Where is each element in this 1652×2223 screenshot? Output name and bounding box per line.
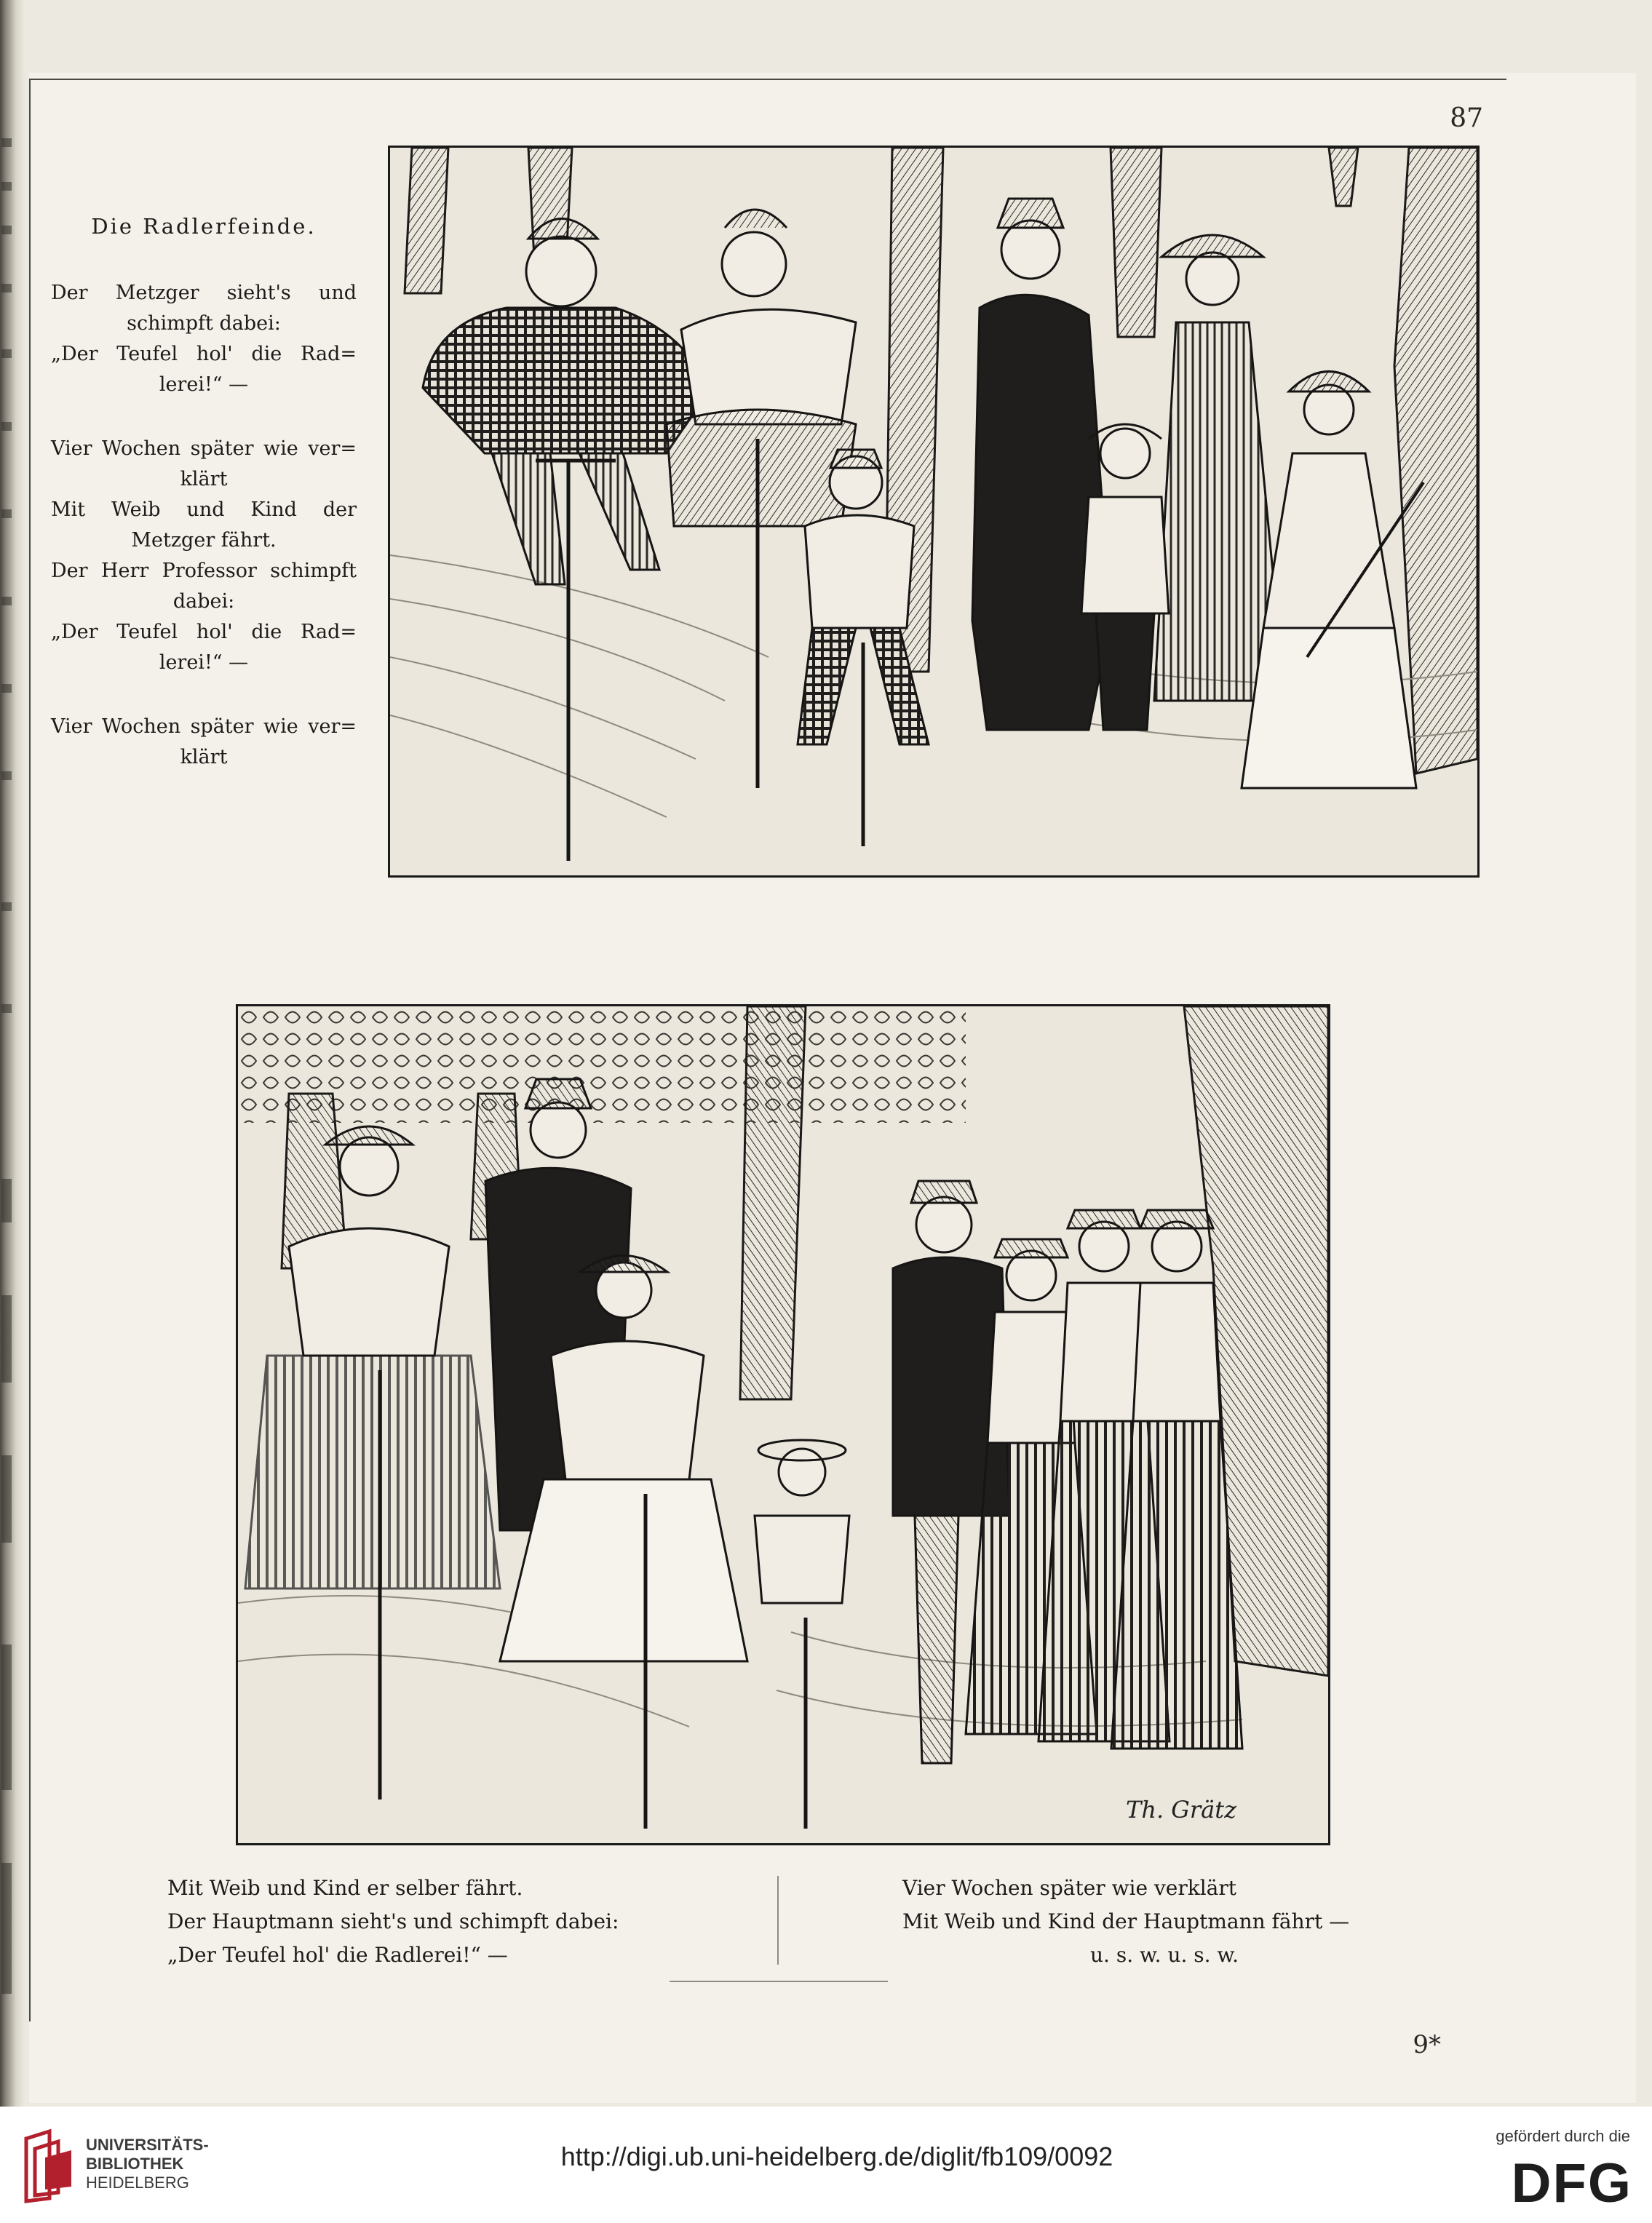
library-name-line: HEIDELBERG: [86, 2174, 189, 2192]
poem-column: [51, 211, 357, 806]
signature-mark: 9*: [1413, 2030, 1441, 2059]
poem-line: Vier Wochen später wie ver=: [51, 437, 357, 460]
poem-stanza-2: [51, 434, 357, 678]
verse-line: Mit Weib und Kind der Hauptmann fährt —: [902, 1909, 1350, 1933]
poem-line: Vier Wochen später wie ver=: [51, 715, 357, 738]
poem-line: schimpft dabei:: [127, 312, 281, 335]
verse-line: Der Hauptmann sieht's und schimpft dabei:: [167, 1909, 619, 1933]
poem-stanza-1: [51, 278, 357, 400]
poem-line: Der Herr Professor schimpft: [51, 560, 357, 582]
bottom-rule: [670, 1981, 888, 1982]
illustration-top: [388, 146, 1480, 878]
verse-line: u. s. w. u. s. w.: [1090, 1943, 1239, 1967]
margin-rule: [29, 79, 31, 2021]
illustration-bottom: [236, 1004, 1330, 1845]
poem-title: Die Radlerfeinde.: [91, 214, 317, 239]
poem-line: dabei:: [172, 590, 235, 613]
artist-signature: Th. Grätz: [1126, 1796, 1236, 1824]
poem-line: Metzger fährt.: [131, 529, 277, 552]
verse-line: Mit Weib und Kind er selber fährt.: [167, 1876, 523, 1900]
illustration-top-drawing: [390, 148, 1477, 875]
page-number: 87: [1450, 103, 1483, 133]
university-library-name[interactable]: [86, 2136, 246, 2192]
verse-right: [902, 1872, 1426, 1972]
permalink-url[interactable]: http://digi.ub.uni-heidelberg.de/diglit/fb109/0092: [560, 2142, 1113, 2171]
poem-line: „Der Teufel hol' die Rad=: [51, 621, 357, 643]
dfg-logo[interactable]: DFG: [1511, 2152, 1632, 2214]
header-rule: [29, 79, 1506, 80]
verse-left: [167, 1872, 648, 1972]
poem-line: klärt: [180, 746, 228, 768]
verse-divider: [777, 1876, 779, 1965]
verse-line: Vier Wochen später wie verklärt: [902, 1876, 1237, 1900]
poem-line: lerei!“ —: [159, 651, 249, 674]
poem-line: „Der Teufel hol' die Rad=: [51, 343, 357, 365]
poem-stanza-3: [51, 712, 357, 773]
footer-bar: [0, 2107, 1652, 2223]
verse-line: „Der Teufel hol' die Radlerei!“ —: [167, 1943, 508, 1967]
funding-label: gefördert durch die: [1496, 2127, 1630, 2145]
library-name-line: BIBLIOTHEK: [86, 2155, 184, 2173]
poem-line: lerei!“ —: [159, 373, 249, 396]
library-name-line: UNIVERSITÄTS-: [86, 2136, 209, 2154]
poem-line: klärt: [180, 468, 228, 490]
poem-line: Der Metzger sieht's und: [51, 282, 357, 304]
illustration-bottom-drawing: [238, 1006, 1328, 1843]
university-library-logo-icon[interactable]: [20, 2128, 80, 2204]
previous-page-edge: [0, 44, 16, 2045]
poem-line: Mit Weib und Kind der: [51, 498, 357, 521]
